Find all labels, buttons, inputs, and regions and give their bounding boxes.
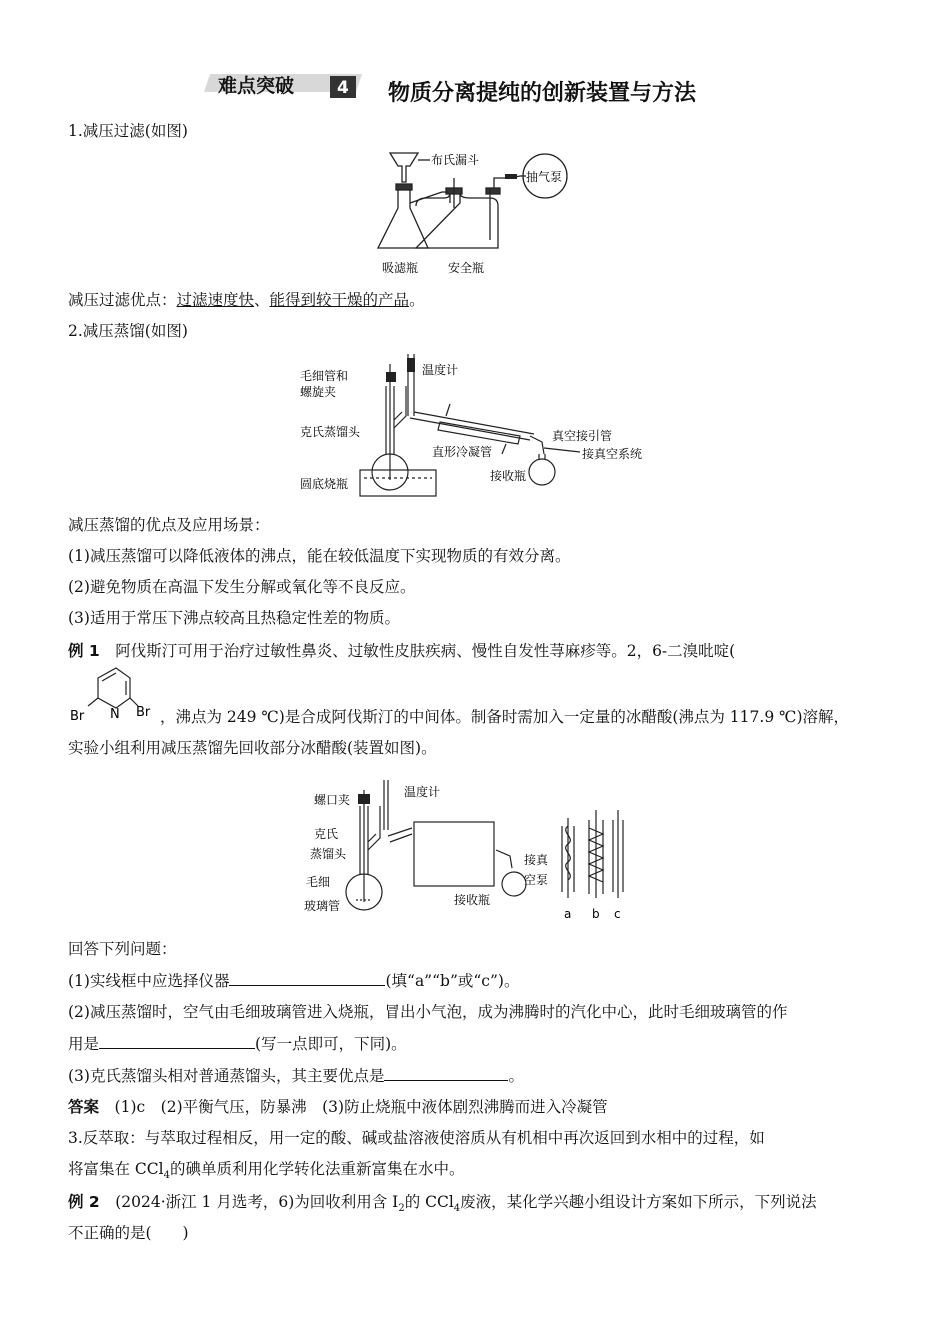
svg-text:螺口夹: 螺口夹	[314, 793, 351, 807]
question-1: (1)实线框中应选择仪器 (填“a”“b”或“c”)。	[68, 969, 882, 992]
example2-line2: 不正确的是( )	[68, 1224, 189, 1242]
svg-text:温度计: 温度计	[422, 363, 459, 377]
page-title: 物质分离提纯的创新装置与方法	[388, 81, 697, 106]
svg-text:接真: 接真	[524, 853, 549, 867]
svg-text:N: N	[110, 707, 120, 722]
svg-text:a: a	[564, 907, 572, 921]
section1-heading: 1.减压过滤(如图)	[68, 122, 188, 140]
svg-text:Br: Br	[136, 705, 151, 720]
example2-line1: 例 2 (2024·浙江 1 月选考，6)为回收利用含 $I_2$的 CCl$_4$废液，某化学兴趣小组设计方案如下所示，下列说法	[68, 1193, 817, 1215]
svg-text:毛细管和: 毛细管和	[300, 369, 349, 383]
section2-point-2: (2)避免物质在高温下发生分解或氧化等不良反应。	[68, 578, 416, 596]
svg-text:直形冷凝管: 直形冷凝管	[432, 445, 493, 459]
section2-intro: 减压蒸馏的优点及应用场景：	[68, 516, 270, 534]
example1-apparatus-figure	[300, 770, 640, 930]
svg-text:温度计: 温度计	[404, 785, 441, 799]
svg-text:接收瓶: 接收瓶	[490, 469, 527, 483]
suction-flask-label: 吸滤瓶	[382, 261, 419, 275]
funnel-label: 布氏漏斗	[431, 153, 480, 167]
pump-label: 抽气泵	[526, 170, 563, 184]
section-tag-number: 4	[337, 78, 349, 98]
vacuum-distillation-figure	[290, 344, 670, 502]
svg-text:c: c	[614, 907, 621, 921]
section-tag-label: 难点突破	[218, 75, 295, 97]
section2-heading: 2.减压蒸馏(如图)	[68, 322, 188, 340]
section3-line1: 3.反萃取：与萃取过程相反，用一定的酸、碱或盐溶液使溶质从有机相中再次返回到水相中的过程，如	[68, 1129, 765, 1147]
svg-text:真空接引管: 真空接引管	[552, 429, 613, 443]
example1-line2: ，沸点为 249 ℃)是合成阿伐斯汀的中间体。制备时需加入一定量的冰醋酸(沸点为 117.9 ℃)溶解，	[160, 708, 849, 726]
vacuum-filtration-figure	[370, 148, 590, 280]
section2-point-3: (3)适用于常压下沸点较高且热稳定性差的物质。	[68, 609, 400, 627]
svg-text:圆底烧瓶: 圆底烧瓶	[300, 477, 349, 491]
svg-text:接收瓶: 接收瓶	[454, 893, 491, 907]
question-3: (3)克氏蒸馏头相对普通蒸馏头，其主要优点是 。	[68, 1064, 882, 1087]
svg-text:克氏蒸馏头: 克氏蒸馏头	[300, 425, 361, 439]
svg-text:克氏: 克氏	[314, 827, 339, 841]
section-tag	[204, 70, 364, 100]
svg-text:玻璃管: 玻璃管	[304, 899, 341, 913]
svg-text:蒸馏头: 蒸馏头	[310, 847, 347, 861]
svg-text:毛细: 毛细	[306, 875, 331, 889]
example1-line1: 例 1 阿伐斯汀可用于治疗过敏性鼻炎、过敏性皮肤疾病、慢性自发性荨麻疹等。2，6-二溴吡啶(	[68, 642, 736, 660]
question-2-line1: (2)减压蒸馏时，空气由毛细玻璃管进入烧瓶，冒出小气泡，成为沸腾时的汽化中心，此时毛细玻璃管的作	[68, 1003, 788, 1021]
dibromopyridine-structure	[68, 664, 160, 726]
section1-advantage: 减压过滤优点：过滤速度快、能得到较干燥的产品。	[68, 291, 425, 309]
question-2-line2: 用是 (写一点即可，下同)。	[68, 1032, 882, 1055]
svg-text:b: b	[592, 907, 600, 921]
answer: 答案 (1)c (2)平衡气压，防暴沸 (3)防止烧瓶中液体剧烈沸腾而进入冷凝管	[68, 1098, 608, 1116]
safety-bottle-label: 安全瓶	[448, 261, 485, 275]
svg-text:空泵: 空泵	[524, 873, 549, 887]
section2-point-1: (1)减压蒸馏可以降低液体的沸点，能在较低温度下实现物质的有效分离。	[68, 547, 571, 565]
svg-text:螺旋夹: 螺旋夹	[300, 385, 337, 399]
questions-intro: 回答下列问题：	[68, 940, 177, 958]
section3-line2: 将富集在 CCl$_4$的碘单质利用化学转化法重新富集在水中。	[68, 1160, 465, 1182]
svg-text:Br: Br	[70, 709, 85, 724]
svg-text:接真空系统: 接真空系统	[582, 447, 643, 461]
example1-line3: 实验小组利用减压蒸馏先回收部分冰醋酸(装置如图)。	[68, 739, 437, 757]
